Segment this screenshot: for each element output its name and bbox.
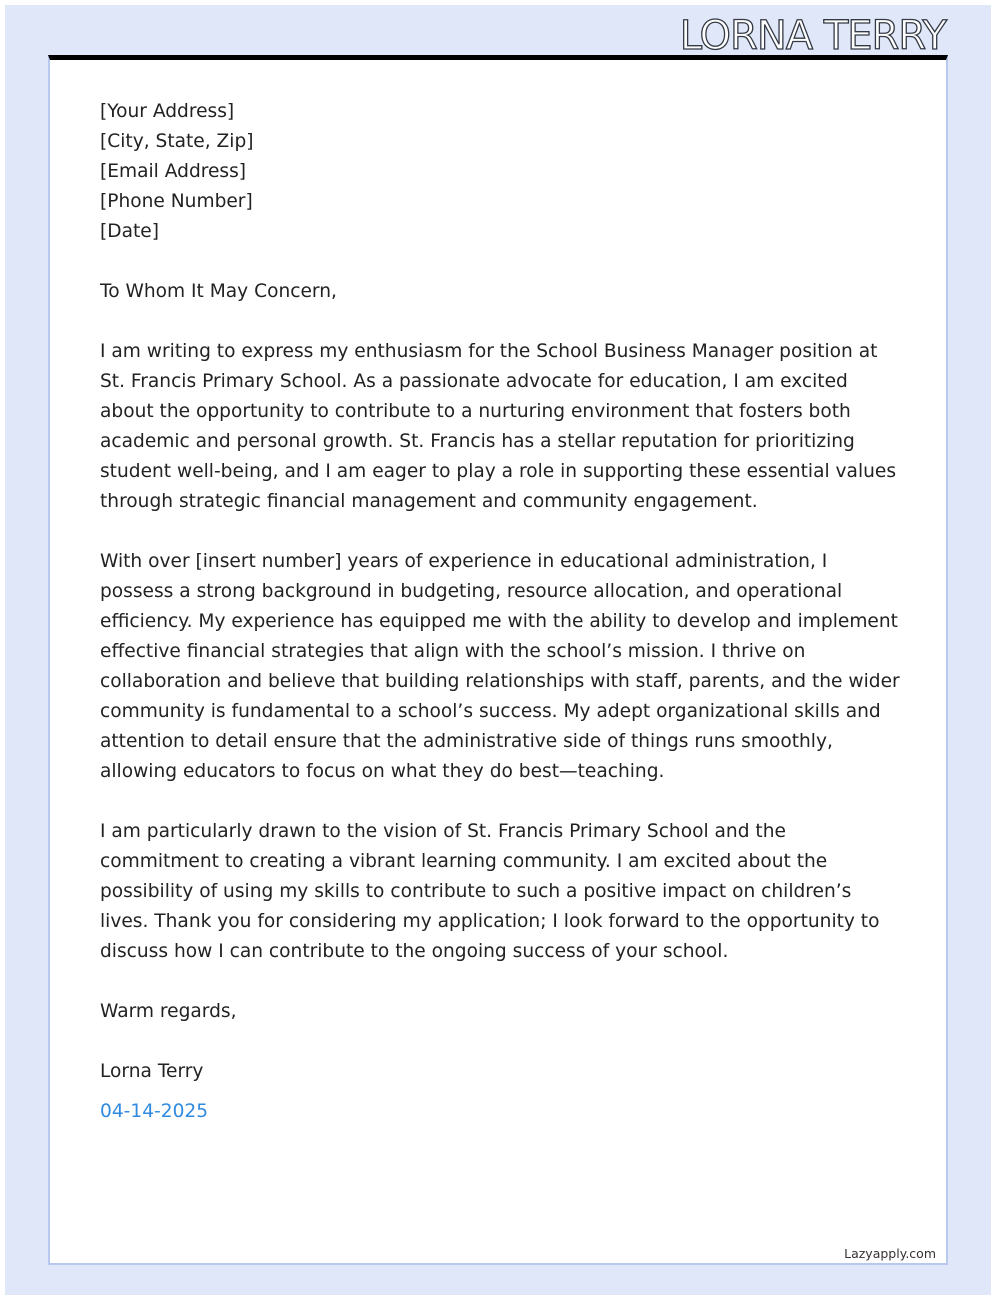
applicant-name-header: LORNA TERRY: [679, 13, 946, 59]
closing: Warm regards,: [100, 1001, 237, 1022]
date-placeholder-line: [Date]: [100, 221, 159, 242]
salutation: To Whom It May Concern,: [100, 281, 337, 302]
letter-date: 04-14-2025: [100, 1101, 209, 1122]
body-paragraph-3: I am particularly drawn to the vision of St. Francis Primary School and the commitment to creating a vibrant learning community. I am excited about the possibility of using my skills to contribute to such a positive impact on children’s lives. Thank you for considering my application; I look forward to the opportunity to discuss how I can contribute to the ongoing success of your school.: [100, 821, 880, 962]
body-paragraph-2: With over [insert number] years of experience in educational administration, I possess a strong background in budgeting, resource allocation, and operational efficiency. My experience has equipped me with the ability to develop and implement effective financial strategies that align with the school’s mission. I thrive on collaboration and believe that building relationships with staff, parents, and the wider community is fundamental to a school’s success. My adept organizational skills and attention to detail ensure that the administrative side of things runs smoothly, allowing educators to focus on what they do best—teaching.: [100, 551, 900, 782]
address-line: [Your Address]: [100, 101, 235, 122]
signature: Lorna Terry: [100, 1061, 204, 1082]
email-line: [Email Address]: [100, 161, 247, 182]
watermark: Lazyapply.com: [844, 1246, 936, 1261]
address-block: [100, 97, 900, 247]
city-state-zip-line: [City, State, Zip]: [100, 131, 254, 152]
body-paragraph-1: I am writing to express my enthusiasm for the School Business Manager position at St. Francis Primary School. As a passionate advocate for education, I am excited about the opportunity to contribute to a nurturing environment that fosters both academic and personal growth. St. Francis has a stellar reputation for prioritizing student well-being, and I am eager to play a role in supporting these essential values through strategic financial management and community engagement.: [100, 341, 897, 512]
letter-body: [100, 97, 900, 1157]
phone-line: [Phone Number]: [100, 191, 253, 212]
